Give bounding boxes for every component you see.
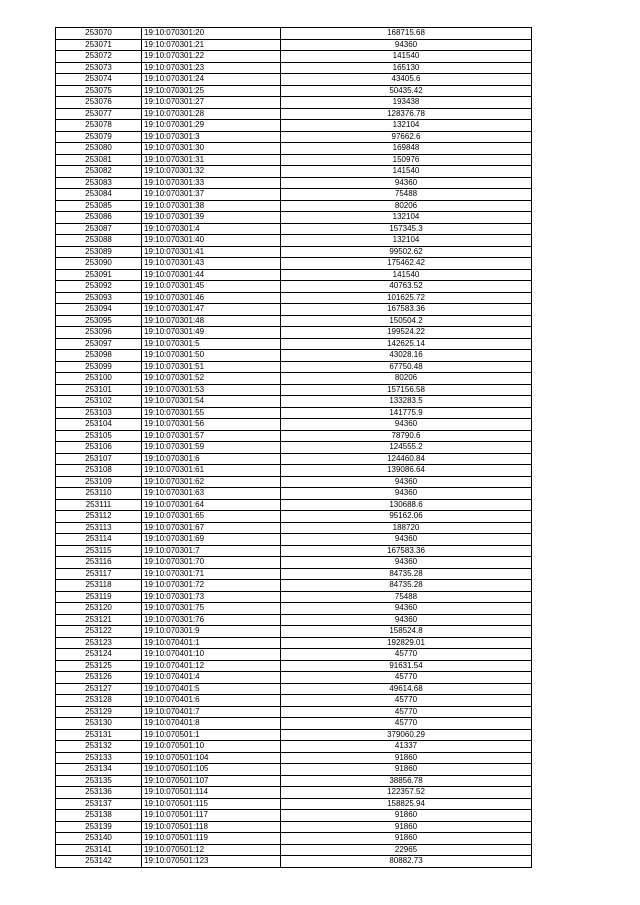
table-row [56, 522, 532, 534]
cadastral-number-cell: 19:10:070301:46 [142, 292, 281, 304]
table-row [56, 396, 532, 408]
row-id-cell: 253121 [56, 614, 142, 626]
cadastral-number-cell: 19:10:070501:114 [142, 787, 281, 799]
table-row [56, 453, 532, 465]
row-id-cell: 253092 [56, 281, 142, 293]
cadastral-number-cell: 19:10:070501:115 [142, 798, 281, 810]
row-id-cell: 253104 [56, 419, 142, 431]
cadastral-number-cell: 19:10:070301:49 [142, 327, 281, 339]
cadastral-number-cell: 19:10:070301:27 [142, 97, 281, 109]
amount-cell: 41337 [281, 741, 532, 753]
row-id-cell: 253097 [56, 338, 142, 350]
table-row [56, 695, 532, 707]
row-id-cell: 253096 [56, 327, 142, 339]
amount-cell: 91860 [281, 764, 532, 776]
row-id-cell: 253141 [56, 844, 142, 856]
table-row [56, 177, 532, 189]
row-id-cell: 253098 [56, 350, 142, 362]
amount-cell: 49614.68 [281, 683, 532, 695]
amount-cell: 50435.42 [281, 85, 532, 97]
cadastral-number-cell: 19:10:070301:59 [142, 442, 281, 454]
cadastral-number-cell: 19:10:070301:55 [142, 407, 281, 419]
cadastral-number-cell: 19:10:070301:63 [142, 488, 281, 500]
amount-cell: 139086.64 [281, 465, 532, 477]
amount-cell: 167583.36 [281, 545, 532, 557]
row-id-cell: 253138 [56, 810, 142, 822]
cadastral-number-cell: 19:10:070301:64 [142, 499, 281, 511]
table-row [56, 200, 532, 212]
table-row [56, 407, 532, 419]
cadastral-number-cell: 19:10:070301:48 [142, 315, 281, 327]
row-id-cell: 253126 [56, 672, 142, 684]
amount-cell: 45770 [281, 695, 532, 707]
table-row [56, 189, 532, 201]
table-row [56, 419, 532, 431]
table-row [56, 338, 532, 350]
cadastral-number-cell: 19:10:070301:40 [142, 235, 281, 247]
row-id-cell: 253080 [56, 143, 142, 155]
amount-cell: 40763.52 [281, 281, 532, 293]
cadastral-number-cell: 19:10:070301:73 [142, 591, 281, 603]
amount-cell: 84735.28 [281, 580, 532, 592]
cadastral-number-cell: 19:10:070301:23 [142, 62, 281, 74]
table-row [56, 223, 532, 235]
table-row [56, 660, 532, 672]
row-id-cell: 253099 [56, 361, 142, 373]
cadastral-number-cell: 19:10:070301:28 [142, 108, 281, 120]
table-row [56, 614, 532, 626]
cadastral-number-cell: 19:10:070301:76 [142, 614, 281, 626]
cadastral-number-cell: 19:10:070401:1 [142, 637, 281, 649]
table-row [56, 545, 532, 557]
data-table [55, 27, 532, 868]
amount-cell: 132104 [281, 120, 532, 132]
table-row [56, 281, 532, 293]
row-id-cell: 253115 [56, 545, 142, 557]
amount-cell: 141540 [281, 166, 532, 178]
amount-cell: 101625.72 [281, 292, 532, 304]
cadastral-number-cell: 19:10:070301:29 [142, 120, 281, 132]
cadastral-number-cell: 19:10:070301:61 [142, 465, 281, 477]
amount-cell: 158524.8 [281, 626, 532, 638]
cadastral-number-cell: 19:10:070401:8 [142, 718, 281, 730]
row-id-cell: 253073 [56, 62, 142, 74]
row-id-cell: 253142 [56, 856, 142, 868]
table-row [56, 591, 532, 603]
cadastral-number-cell: 19:10:070401:5 [142, 683, 281, 695]
cadastral-number-cell: 19:10:070301:25 [142, 85, 281, 97]
table-row [56, 534, 532, 546]
row-id-cell: 253136 [56, 787, 142, 799]
cadastral-number-cell: 19:10:070301:20 [142, 28, 281, 40]
row-id-cell: 253078 [56, 120, 142, 132]
cadastral-number-cell: 19:10:070301:38 [142, 200, 281, 212]
cadastral-number-cell: 19:10:070301:54 [142, 396, 281, 408]
table-row [56, 775, 532, 787]
cadastral-number-cell: 19:10:070501:10 [142, 741, 281, 753]
row-id-cell: 253088 [56, 235, 142, 247]
cadastral-number-cell: 19:10:070501:117 [142, 810, 281, 822]
amount-cell: 141540 [281, 51, 532, 63]
cadastral-number-cell: 19:10:070401:10 [142, 649, 281, 661]
table-row [56, 821, 532, 833]
amount-cell: 157156.58 [281, 384, 532, 396]
amount-cell: 80206 [281, 200, 532, 212]
amount-cell: 124555.2 [281, 442, 532, 454]
cadastral-number-cell: 19:10:070301:57 [142, 430, 281, 442]
amount-cell: 157345.3 [281, 223, 532, 235]
row-id-cell: 253093 [56, 292, 142, 304]
table-row [56, 557, 532, 569]
row-id-cell: 253130 [56, 718, 142, 730]
row-id-cell: 253129 [56, 706, 142, 718]
row-id-cell: 253106 [56, 442, 142, 454]
row-id-cell: 253076 [56, 97, 142, 109]
table-row [56, 430, 532, 442]
table-row [56, 810, 532, 822]
table-row [56, 304, 532, 316]
row-id-cell: 253114 [56, 534, 142, 546]
cadastral-number-cell: 19:10:070301:71 [142, 568, 281, 580]
table-row [56, 51, 532, 63]
table-row [56, 235, 532, 247]
cadastral-number-cell: 19:10:070301:33 [142, 177, 281, 189]
amount-cell: 141540 [281, 269, 532, 281]
cadastral-number-cell: 19:10:070301:41 [142, 246, 281, 258]
table-row [56, 637, 532, 649]
table-row [56, 499, 532, 511]
cadastral-number-cell: 19:10:070301:9 [142, 626, 281, 638]
row-id-cell: 253128 [56, 695, 142, 707]
row-id-cell: 253135 [56, 775, 142, 787]
amount-cell: 132104 [281, 235, 532, 247]
amount-cell: 38856.78 [281, 775, 532, 787]
amount-cell: 167583.36 [281, 304, 532, 316]
cadastral-number-cell: 19:10:070301:30 [142, 143, 281, 155]
amount-cell: 45770 [281, 706, 532, 718]
row-id-cell: 253113 [56, 522, 142, 534]
table-row [56, 373, 532, 385]
table-row [56, 62, 532, 74]
cadastral-number-cell: 19:10:070501:118 [142, 821, 281, 833]
amount-cell: 75488 [281, 591, 532, 603]
cadastral-number-cell: 19:10:070301:24 [142, 74, 281, 86]
row-id-cell: 253105 [56, 430, 142, 442]
cadastral-number-cell: 19:10:070401:7 [142, 706, 281, 718]
row-id-cell: 253124 [56, 649, 142, 661]
amount-cell: 133283.5 [281, 396, 532, 408]
cadastral-number-cell: 19:10:070301:31 [142, 154, 281, 166]
cadastral-number-cell: 19:10:070301:70 [142, 557, 281, 569]
amount-cell: 132104 [281, 212, 532, 224]
cadastral-number-cell: 19:10:070301:43 [142, 258, 281, 270]
amount-cell: 99502.62 [281, 246, 532, 258]
row-id-cell: 253081 [56, 154, 142, 166]
row-id-cell: 253107 [56, 453, 142, 465]
amount-cell: 94360 [281, 488, 532, 500]
cadastral-number-cell: 19:10:070301:47 [142, 304, 281, 316]
row-id-cell: 253134 [56, 764, 142, 776]
table-row [56, 28, 532, 40]
amount-cell: 122357.52 [281, 787, 532, 799]
cadastral-number-cell: 19:10:070301:65 [142, 511, 281, 523]
table-row [56, 361, 532, 373]
row-id-cell: 253095 [56, 315, 142, 327]
row-id-cell: 253131 [56, 729, 142, 741]
table-row [56, 442, 532, 454]
row-id-cell: 253112 [56, 511, 142, 523]
row-id-cell: 253132 [56, 741, 142, 753]
table-row [56, 752, 532, 764]
amount-cell: 94360 [281, 39, 532, 51]
table-row [56, 568, 532, 580]
cadastral-number-cell: 19:10:070501:119 [142, 833, 281, 845]
cadastral-number-cell: 19:10:070301:4 [142, 223, 281, 235]
cadastral-number-cell: 19:10:070301:37 [142, 189, 281, 201]
row-id-cell: 253108 [56, 465, 142, 477]
cadastral-number-cell: 19:10:070401:6 [142, 695, 281, 707]
cadastral-number-cell: 19:10:070501:12 [142, 844, 281, 856]
row-id-cell: 253127 [56, 683, 142, 695]
row-id-cell: 253109 [56, 476, 142, 488]
table-row [56, 741, 532, 753]
amount-cell: 142625.14 [281, 338, 532, 350]
table-row [56, 798, 532, 810]
table-row [56, 465, 532, 477]
row-id-cell: 253085 [56, 200, 142, 212]
row-id-cell: 253083 [56, 177, 142, 189]
cadastral-number-cell: 19:10:070301:72 [142, 580, 281, 592]
row-id-cell: 253084 [56, 189, 142, 201]
table-row [56, 764, 532, 776]
cadastral-number-cell: 19:10:070301:32 [142, 166, 281, 178]
table-row [56, 315, 532, 327]
cadastral-number-cell: 19:10:070301:22 [142, 51, 281, 63]
cadastral-number-cell: 19:10:070301:56 [142, 419, 281, 431]
row-id-cell: 253137 [56, 798, 142, 810]
row-id-cell: 253117 [56, 568, 142, 580]
row-id-cell: 253094 [56, 304, 142, 316]
amount-cell: 97662.6 [281, 131, 532, 143]
table-row [56, 476, 532, 488]
cadastral-number-cell: 19:10:070501:107 [142, 775, 281, 787]
table-row [56, 292, 532, 304]
row-id-cell: 253139 [56, 821, 142, 833]
row-id-cell: 253119 [56, 591, 142, 603]
table-row [56, 131, 532, 143]
table-row [56, 626, 532, 638]
row-id-cell: 253140 [56, 833, 142, 845]
table-row [56, 384, 532, 396]
cadastral-number-cell: 19:10:070301:21 [142, 39, 281, 51]
amount-cell: 94360 [281, 603, 532, 615]
amount-cell: 169848 [281, 143, 532, 155]
row-id-cell: 253091 [56, 269, 142, 281]
table-row [56, 580, 532, 592]
amount-cell: 168715.68 [281, 28, 532, 40]
row-id-cell: 253086 [56, 212, 142, 224]
table-row [56, 212, 532, 224]
cadastral-number-cell: 19:10:070301:50 [142, 350, 281, 362]
table-row [56, 649, 532, 661]
table-row [56, 833, 532, 845]
table-row [56, 74, 532, 86]
table-row [56, 39, 532, 51]
amount-cell: 141775.9 [281, 407, 532, 419]
amount-cell: 43405.6 [281, 74, 532, 86]
cadastral-number-cell: 19:10:070301:7 [142, 545, 281, 557]
table-row [56, 683, 532, 695]
table-row [56, 269, 532, 281]
amount-cell: 91860 [281, 833, 532, 845]
table-row [56, 603, 532, 615]
cadastral-number-cell: 19:10:070501:1 [142, 729, 281, 741]
table-body [56, 28, 532, 868]
row-id-cell: 253118 [56, 580, 142, 592]
amount-cell: 94360 [281, 614, 532, 626]
amount-cell: 91860 [281, 810, 532, 822]
table-row [56, 787, 532, 799]
row-id-cell: 253103 [56, 407, 142, 419]
row-id-cell: 253101 [56, 384, 142, 396]
table-row [56, 706, 532, 718]
table-row [56, 154, 532, 166]
table-row [56, 143, 532, 155]
cadastral-number-cell: 19:10:070301:52 [142, 373, 281, 385]
amount-cell: 80882.73 [281, 856, 532, 868]
cadastral-number-cell: 19:10:070301:53 [142, 384, 281, 396]
row-id-cell: 253070 [56, 28, 142, 40]
cadastral-number-cell: 19:10:070401:4 [142, 672, 281, 684]
row-id-cell: 253123 [56, 637, 142, 649]
row-id-cell: 253071 [56, 39, 142, 51]
row-id-cell: 253074 [56, 74, 142, 86]
amount-cell: 165130 [281, 62, 532, 74]
cadastral-number-cell: 19:10:070301:62 [142, 476, 281, 488]
row-id-cell: 253110 [56, 488, 142, 500]
cadastral-number-cell: 19:10:070301:44 [142, 269, 281, 281]
amount-cell: 94360 [281, 476, 532, 488]
cadastral-number-cell: 19:10:070301:75 [142, 603, 281, 615]
amount-cell: 150504.2 [281, 315, 532, 327]
amount-cell: 150976 [281, 154, 532, 166]
amount-cell: 192829.01 [281, 637, 532, 649]
row-id-cell: 253102 [56, 396, 142, 408]
row-id-cell: 253077 [56, 108, 142, 120]
table-row [56, 729, 532, 741]
row-id-cell: 253090 [56, 258, 142, 270]
row-id-cell: 253116 [56, 557, 142, 569]
amount-cell: 94360 [281, 557, 532, 569]
amount-cell: 45770 [281, 718, 532, 730]
amount-cell: 188720 [281, 522, 532, 534]
cadastral-number-cell: 19:10:070401:12 [142, 660, 281, 672]
row-id-cell: 253089 [56, 246, 142, 258]
amount-cell: 193438 [281, 97, 532, 109]
amount-cell: 128376.78 [281, 108, 532, 120]
amount-cell: 22965 [281, 844, 532, 856]
amount-cell: 175462.42 [281, 258, 532, 270]
cadastral-number-cell: 19:10:070501:123 [142, 856, 281, 868]
cadastral-number-cell: 19:10:070301:6 [142, 453, 281, 465]
cadastral-number-cell: 19:10:070301:69 [142, 534, 281, 546]
table-row [56, 488, 532, 500]
cadastral-number-cell: 19:10:070301:67 [142, 522, 281, 534]
table-row [56, 258, 532, 270]
row-id-cell: 253079 [56, 131, 142, 143]
row-id-cell: 253133 [56, 752, 142, 764]
cadastral-number-cell: 19:10:070301:39 [142, 212, 281, 224]
amount-cell: 78790.6 [281, 430, 532, 442]
table-row [56, 120, 532, 132]
cadastral-number-cell: 19:10:070501:104 [142, 752, 281, 764]
amount-cell: 43028.16 [281, 350, 532, 362]
cadastral-number-cell: 19:10:070301:3 [142, 131, 281, 143]
amount-cell: 130688.6 [281, 499, 532, 511]
amount-cell: 80206 [281, 373, 532, 385]
amount-cell: 84735.28 [281, 568, 532, 580]
table-row [56, 672, 532, 684]
amount-cell: 67750.48 [281, 361, 532, 373]
amount-cell: 94360 [281, 177, 532, 189]
row-id-cell: 253122 [56, 626, 142, 638]
amount-cell: 91631.54 [281, 660, 532, 672]
cadastral-number-cell: 19:10:070301:5 [142, 338, 281, 350]
amount-cell: 199524.22 [281, 327, 532, 339]
amount-cell: 124460.84 [281, 453, 532, 465]
table-row [56, 166, 532, 178]
table-row [56, 856, 532, 868]
cadastral-number-cell: 19:10:070301:45 [142, 281, 281, 293]
amount-cell: 95162.06 [281, 511, 532, 523]
row-id-cell: 253120 [56, 603, 142, 615]
table-row [56, 246, 532, 258]
row-id-cell: 253125 [56, 660, 142, 672]
table-row [56, 511, 532, 523]
cadastral-number-cell: 19:10:070301:51 [142, 361, 281, 373]
row-id-cell: 253111 [56, 499, 142, 511]
amount-cell: 75488 [281, 189, 532, 201]
amount-cell: 158825.94 [281, 798, 532, 810]
row-id-cell: 253100 [56, 373, 142, 385]
table-row [56, 718, 532, 730]
amount-cell: 91860 [281, 752, 532, 764]
table-row [56, 108, 532, 120]
amount-cell: 94360 [281, 534, 532, 546]
table-row [56, 327, 532, 339]
table-row [56, 844, 532, 856]
amount-cell: 379060.29 [281, 729, 532, 741]
cadastral-number-cell: 19:10:070501:105 [142, 764, 281, 776]
amount-cell: 91860 [281, 821, 532, 833]
row-id-cell: 253075 [56, 85, 142, 97]
table-row [56, 350, 532, 362]
row-id-cell: 253087 [56, 223, 142, 235]
amount-cell: 45770 [281, 672, 532, 684]
row-id-cell: 253082 [56, 166, 142, 178]
amount-cell: 94360 [281, 419, 532, 431]
row-id-cell: 253072 [56, 51, 142, 63]
table-row [56, 85, 532, 97]
amount-cell: 45770 [281, 649, 532, 661]
table-row [56, 97, 532, 109]
